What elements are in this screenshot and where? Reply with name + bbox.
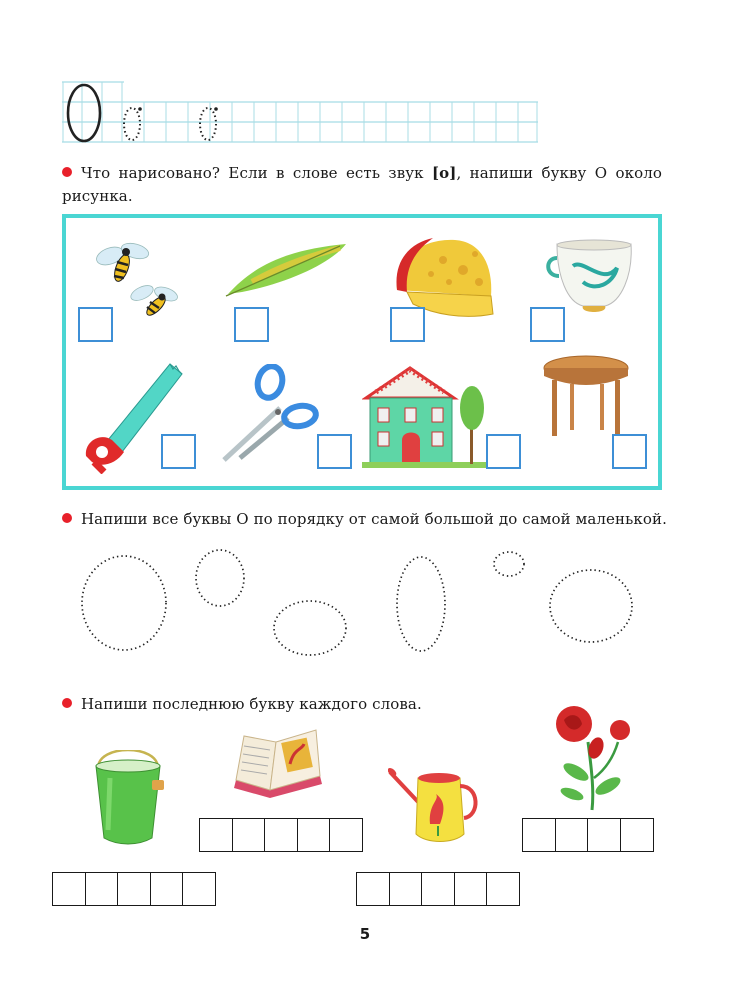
- answer-box-table[interactable]: [612, 434, 647, 469]
- letter-cell[interactable]: [232, 818, 266, 852]
- letter-cells-book: [199, 818, 363, 852]
- letter-cell[interactable]: [199, 818, 233, 852]
- bullet-icon: [62, 167, 72, 177]
- letter-cells-rose: [522, 818, 654, 852]
- rose-icon: [542, 702, 640, 812]
- tracing-oval[interactable]: [82, 556, 166, 650]
- book-icon: [230, 728, 326, 800]
- letter-cell[interactable]: [620, 818, 654, 852]
- letter-cells-bucket: [52, 872, 216, 906]
- letter-cell[interactable]: [356, 872, 390, 906]
- letter-cell[interactable]: [182, 872, 216, 906]
- scissors-icon: [218, 364, 322, 464]
- traceable-letter-o[interactable]: [200, 108, 216, 140]
- letter-cell[interactable]: [421, 872, 455, 906]
- letter-cell[interactable]: [587, 818, 621, 852]
- answer-box-wasps[interactable]: [78, 307, 113, 342]
- sample-letter-o: [68, 85, 100, 141]
- letter-cell[interactable]: [150, 872, 184, 906]
- letter-cell[interactable]: [522, 818, 556, 852]
- feather-icon: [222, 238, 352, 300]
- bucket-icon: [88, 750, 168, 846]
- page-number: 5: [359, 925, 371, 943]
- letter-cells-watering-can: [356, 872, 520, 906]
- answer-box-house[interactable]: [486, 434, 521, 469]
- watering-can-icon: [388, 764, 484, 848]
- letter-cell[interactable]: [85, 872, 119, 906]
- task3-instruction: Напиши последнюю букву каждого слова.: [62, 693, 662, 716]
- letter-cell[interactable]: [264, 818, 298, 852]
- task1-instruction: Что нарисовано? Если в слове есть звук [о], напиши букву О около рисунка.: [62, 164, 662, 205]
- tracing-oval[interactable]: [196, 550, 244, 606]
- answer-box-feather[interactable]: [234, 307, 269, 342]
- letter-cell[interactable]: [454, 872, 488, 906]
- letter-cell[interactable]: [329, 818, 363, 852]
- letter-cell[interactable]: [389, 872, 423, 906]
- letter-cell[interactable]: [555, 818, 589, 852]
- letter-cell[interactable]: [486, 872, 520, 906]
- tracing-ovals: [70, 540, 650, 670]
- traceable-letter-o[interactable]: [124, 108, 140, 140]
- task2-instruction: Напиши все буквы О по порядку от самой большой до самой маленькой.: [62, 508, 682, 531]
- sound-o: [о]: [431, 164, 457, 182]
- letter-cell[interactable]: [297, 818, 331, 852]
- table-icon: [542, 354, 630, 438]
- bullet-icon: [62, 513, 72, 523]
- tracing-oval[interactable]: [550, 570, 632, 642]
- tracing-oval[interactable]: [274, 601, 346, 655]
- tracing-oval[interactable]: [494, 552, 524, 576]
- tracing-oval[interactable]: [397, 557, 445, 651]
- house-icon: [362, 362, 490, 468]
- answer-box-cup[interactable]: [530, 307, 565, 342]
- letter-cell[interactable]: [117, 872, 151, 906]
- letter-cell[interactable]: [52, 872, 86, 906]
- answer-box-cap[interactable]: [390, 307, 425, 342]
- copybook-line: [62, 80, 538, 144]
- answer-box-scissors[interactable]: [317, 434, 352, 469]
- answer-box-saw[interactable]: [161, 434, 196, 469]
- bullet-icon: [62, 698, 72, 708]
